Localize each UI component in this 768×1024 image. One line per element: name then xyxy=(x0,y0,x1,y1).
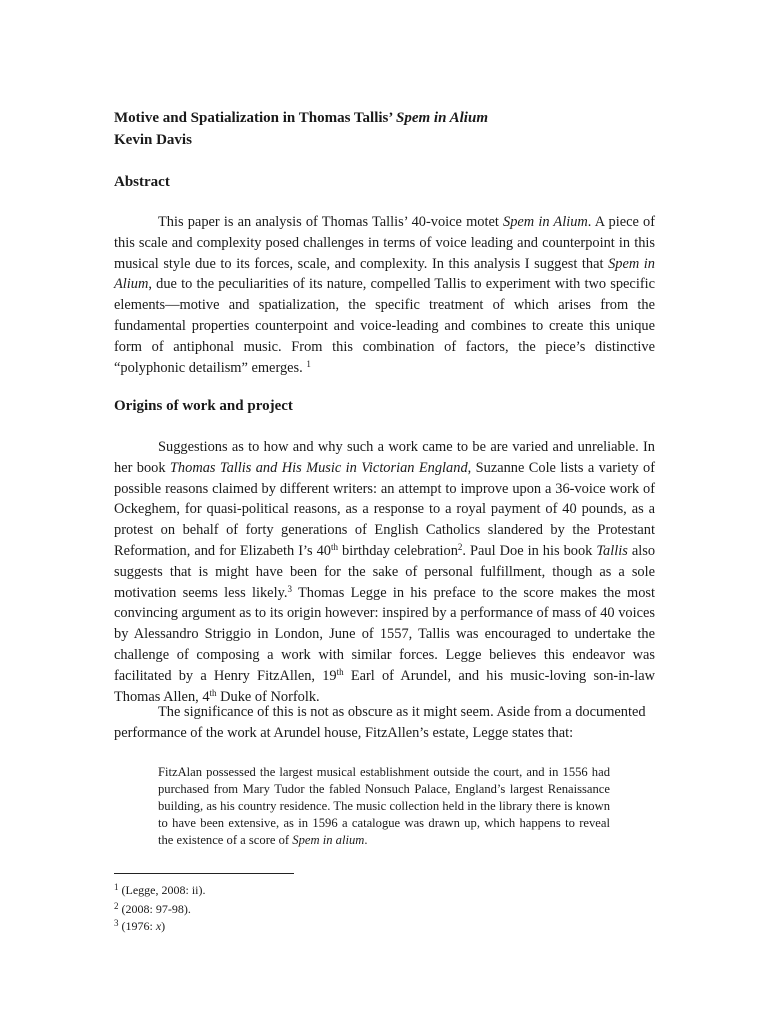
footnote-ref-1[interactable]: 1 xyxy=(306,358,311,369)
paper-title: Motive and Spatialization in Thomas Tallis’ Spem in Alium xyxy=(114,110,488,126)
block-quote: FitzAlan possessed the largest musical establishment outside the court, and in 1556 had purchased from Mary Tudor the fabled Nonsuch Palace, England’s largest Renaissance building, as his country residence. The music collection held in the library there is known to have been extensive, as in 1596 a catalogue was drawn up, which happens to reveal the existence of a score of Spem in alium. xyxy=(158,765,610,847)
footnote-ref-2[interactable]: 2 xyxy=(457,541,463,552)
title-italic: Spem in Alium xyxy=(396,110,488,126)
origins-heading: Origins of work and project xyxy=(114,398,293,414)
footnote-2: $^2$ (2008: 97-98). xyxy=(114,901,191,916)
author-name: Kevin Davis xyxy=(114,132,192,148)
origins-paragraph-2: The significance of this is not as obscure as it might seem. Aside from a documented performance of the work at Arundel house, FitzAllen’s estate, Legge states that: xyxy=(114,704,646,741)
origins-paragraph-1: Suggestions as to how and why such a work came to be are varied and unreliable. In her book Thomas Tallis and His Music in Victorian England, Suzanne Cole lists a variety of possible reasons claimed by different writers: an attempt to improve upon a 36-voice work of Ockeghem, for quasi-political reasons, as a response to a royal payment of 40 pounds, as a protest on behalf of forty generations of English Catholics slandered by the Protestant Reformation, and for Elizabeth I’s 40th birthday celebration$^2$. Paul Doe in his book Tallis also suggests that is might have been for the sake of personal fulfillment, though as a sole motivation seems less likely.$^3$ Thomas Legge in his preface to the score makes the most convincing argument as to its origin however: inspired by a performance of mass of 40 voices by Alessandro Striggio in London, June of 1557, Tallis was encouraged to undertake the challenge of composing a work with similar forces. Legge believes this endeavor was facilitated by a Henry FitzAllen, 19th Earl of Arundel, and his music-loving son-in-law Thomas Allen, 4th Duke of Norfolk. xyxy=(114,439,656,705)
footnote-ref-3[interactable]: 3 xyxy=(287,583,292,594)
footnote-1: $^1$ (Legge, 2008: ii). xyxy=(114,882,206,897)
abstract-paragraph: This paper is an analysis of Thomas Tallis’ 40-voice motet Spem in Alium. A piece of this scale and complexity posed challenges in terms of voice leading and counterpoint in this musical style due to its forces, scale, and complexity. In this analysis I suggest that Spem in Alium, due to the peculiarities of its nature, compelled Tallis to experiment with two specific elements—motive and spatialization, the specific treatment of which arises from the fundamental properties counterpoint and voice-leading and combines to create this unique form of antiphonal music. From this combination of factors, the piece’s distinctive “polyphonic detailism” emerges. $^1$ xyxy=(114,214,655,376)
footnote-divider xyxy=(114,873,294,874)
abstract-heading: Abstract xyxy=(114,174,170,190)
footnote-3: $^3$ (1976: x) xyxy=(114,918,166,933)
